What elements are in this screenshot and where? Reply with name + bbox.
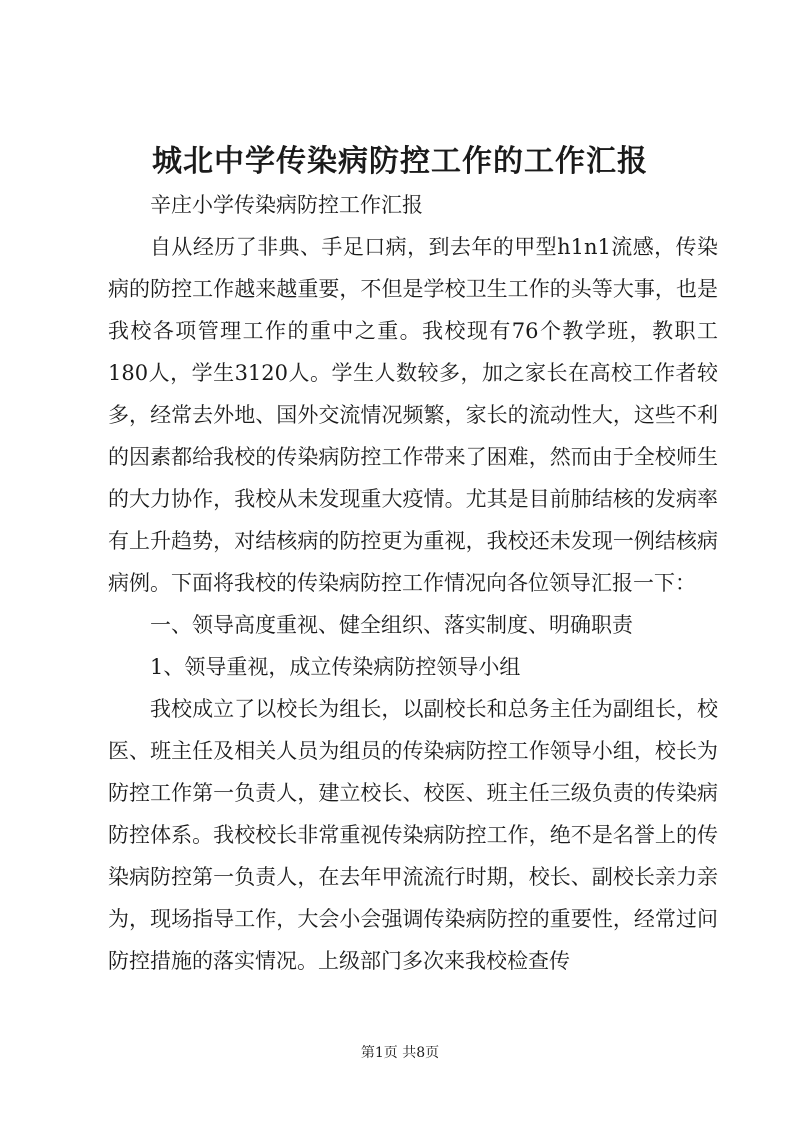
document-body bbox=[108, 184, 718, 982]
paragraph-intro: 自从经历了非典、手足口病，到去年的甲型h1n1流感，传染病的防控工作越来越重要，不但是学校卫生工作的头等大事，也是我校各项管理工作的重中之重。我校现有76个教学班，教职工180人，学生3120人。学生人数较多，加之家长在高校工作者较多，经常去外地、国外交流情况频繁，家长的流动性大，这些不利的因素都给我校的传染病防控工作带来了困难，然而由于全校师生的大力协作，我校从未发现重大疫情。尤其是目前肺结核的发病率有上升趋势，对结核病的防控更为重视，我校还未发现一例结核病病例。下面将我校的传染病防控工作情况向各位领导汇报一下： bbox=[108, 235, 718, 595]
page-number-footer: 第1页 共8页 bbox=[360, 1045, 440, 1061]
paragraph-leadership: 我校成立了以校长为组长，以副校长和总务主任为副组长，校医、班主任及相关人员为组员的传染病防控工作领导小组，校长为防控工作第一负责人，建立校长、校医、班主任三级负责的传染病防控体系。我校校长非常重视传染病防控工作，绝不是名誉上的传染病防控第一负责人，在去年甲流流行时期，校长、副校长亲力亲为，现场指导工作，大会小会强调传染病防控的重要性，经常过问防控措施的落实情况。上级部门多次来我校检查传 bbox=[108, 697, 718, 973]
document-title: 城北中学传染病防控工作的工作汇报 bbox=[152, 144, 648, 179]
subsection-heading: 1、领导重视，成立传染病防控领导小组 bbox=[150, 655, 521, 679]
section-heading: 一、领导高度重视、健全组织、落实制度、明确职责 bbox=[150, 613, 633, 637]
paragraph-subtitle: 辛庄小学传染病防控工作汇报 bbox=[150, 193, 423, 217]
